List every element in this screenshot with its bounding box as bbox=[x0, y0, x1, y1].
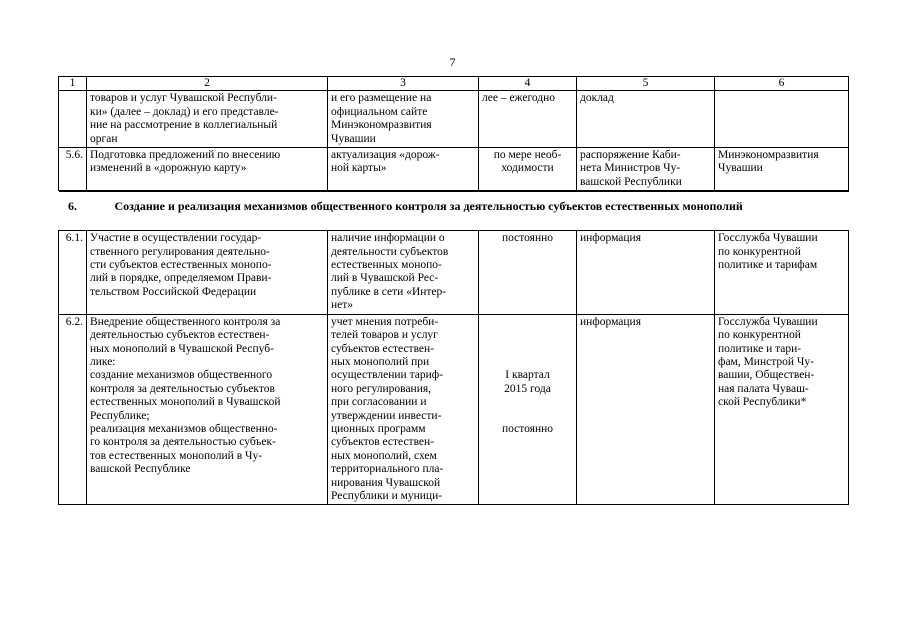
text-line: контроля за деятельностью субъектов bbox=[90, 382, 275, 395]
text-line: постоянно bbox=[501, 422, 554, 435]
header-cell: 6 bbox=[715, 77, 849, 91]
document-cell bbox=[577, 314, 715, 505]
text-line: вашской Республики bbox=[580, 175, 682, 188]
header-cell: 1 bbox=[59, 77, 87, 91]
section-title: Создание и реализация механизмов общественного контроля за деятельностью субъектов естественных монополий bbox=[114, 199, 743, 214]
row-number-cell: 6.1. bbox=[59, 231, 87, 314]
measure-cell bbox=[87, 231, 328, 314]
text-line: Участие в осуществлении государ- bbox=[90, 232, 262, 245]
text-line: тов естественных монополий в Чу- bbox=[90, 449, 263, 462]
section-number: 6. bbox=[68, 199, 77, 214]
text-line: орган bbox=[90, 132, 118, 145]
text-line: по мере необ- bbox=[493, 149, 562, 162]
text-line: политике и тари- bbox=[718, 342, 802, 355]
text-line: изменений в «дорожную карту» bbox=[90, 162, 247, 175]
text-line: ных монополий, схем bbox=[331, 449, 437, 462]
responsible-cell bbox=[715, 314, 849, 505]
plan-table bbox=[58, 76, 849, 505]
text-line: актуализация «дорож- bbox=[331, 149, 440, 162]
text-line: товаров и услуг Чувашской Республи- bbox=[90, 92, 277, 105]
header-cell: 4 bbox=[479, 77, 577, 91]
text-line: вашии, Обществен- bbox=[718, 369, 815, 382]
text-line: лий в Чувашской Рес- bbox=[331, 272, 439, 285]
text-line: публике в сети «Интер- bbox=[331, 285, 447, 298]
table-row-5-6 bbox=[59, 148, 849, 191]
text-line: реализация механизмов общественно- bbox=[90, 422, 278, 435]
document-cell bbox=[577, 148, 715, 191]
text-line: ходимости bbox=[501, 162, 554, 175]
text-line: ной карты» bbox=[331, 162, 387, 175]
text-line: го контроля за деятельностью субъек- bbox=[90, 436, 276, 449]
text-line: ской Республики* bbox=[718, 396, 807, 409]
text-line: сти субъектов естественных монопо- bbox=[90, 259, 272, 272]
document-cell bbox=[577, 231, 715, 314]
result-cell bbox=[328, 231, 479, 314]
measure-cell bbox=[87, 148, 328, 191]
text-line: учет мнения потреби- bbox=[331, 315, 439, 328]
text-line: Чувашии bbox=[718, 162, 763, 175]
responsible-cell bbox=[715, 91, 849, 148]
text-line: территориального пла- bbox=[331, 463, 444, 476]
text-line: ственного регулирования деятельно- bbox=[90, 245, 270, 258]
text-line: фам, Минстрой Чу- bbox=[718, 355, 814, 368]
text-line: Госслужба Чувашии bbox=[718, 232, 818, 245]
table-row-6-1 bbox=[59, 231, 849, 314]
header-cell: 5 bbox=[577, 77, 715, 91]
result-cell bbox=[328, 314, 479, 505]
row-number-cell: 6.2. bbox=[59, 314, 87, 505]
text-line: естественных монопо- bbox=[331, 259, 442, 272]
responsible-cell bbox=[715, 148, 849, 191]
document-cell bbox=[577, 91, 715, 148]
text-line: Чувашии bbox=[331, 132, 376, 145]
column-number-header bbox=[59, 77, 849, 91]
table-row-continuation bbox=[59, 91, 849, 148]
text-line: официальном сайте bbox=[331, 105, 428, 118]
section-heading-row bbox=[59, 191, 849, 231]
text-line: Минэкономразвития bbox=[718, 149, 819, 162]
text-line: политике и тарифам bbox=[718, 259, 818, 272]
text-line: ционных программ bbox=[331, 422, 426, 435]
text-line: ки» (далее – доклад) и его представле- bbox=[90, 105, 279, 118]
text-line: вашской Республике bbox=[90, 463, 191, 476]
text-line: доклад bbox=[580, 92, 614, 105]
text-line: создание механизмов общественного bbox=[90, 369, 273, 382]
text-line: Республики и муници- bbox=[331, 489, 443, 502]
text-line: естественных монополий в Чувашской bbox=[90, 396, 281, 409]
text-line: информация bbox=[580, 315, 641, 328]
header-cell: 2 bbox=[87, 77, 328, 91]
text-line: 2015 года bbox=[504, 382, 551, 395]
text-line: распоряжение Каби- bbox=[580, 149, 681, 162]
text-line: ная палата Чуваш- bbox=[718, 382, 809, 395]
text-line: лее – ежегодно bbox=[482, 92, 556, 105]
text-line: деятельности субъектов bbox=[331, 245, 449, 258]
text-line: деятельностью субъектов естествен- bbox=[90, 329, 270, 342]
result-cell bbox=[328, 148, 479, 191]
text-line: ных монополий при bbox=[331, 355, 430, 368]
text-line: Внедрение общественного контроля за bbox=[90, 315, 281, 328]
text-line: субъектов естествен- bbox=[331, 436, 435, 449]
text-line: утверждении инвести- bbox=[331, 409, 442, 422]
page-number: 7 bbox=[449, 55, 456, 69]
text-line: по конкурентной bbox=[718, 245, 801, 258]
text-line: и его размещение на bbox=[331, 92, 432, 105]
text-line: нет» bbox=[331, 299, 354, 312]
text-line: Республике; bbox=[90, 409, 150, 422]
measure-cell bbox=[87, 91, 328, 148]
text-line: постоянно bbox=[501, 232, 554, 245]
deadline-cell bbox=[479, 314, 577, 505]
row-number-cell bbox=[59, 91, 87, 148]
text-line: Минэкономразвития bbox=[331, 119, 432, 132]
text-line: осуществлении тариф- bbox=[331, 369, 444, 382]
text-line: ных монополий в Чувашской Респуб- bbox=[90, 342, 274, 355]
result-cell bbox=[328, 91, 479, 148]
section-heading-cell bbox=[59, 191, 849, 231]
measure-cell bbox=[87, 314, 328, 505]
text-line: тельством Российской Федерации bbox=[90, 285, 257, 298]
deadline-cell bbox=[479, 148, 577, 191]
text-line: ного регулирования, bbox=[331, 382, 432, 395]
deadline-cell bbox=[479, 231, 577, 314]
text-line: нета Министров Чу- bbox=[580, 162, 681, 175]
text-line: информация bbox=[580, 232, 641, 245]
text-line: лике: bbox=[90, 355, 116, 368]
text-line: Госслужба Чувашии bbox=[718, 315, 818, 328]
text-line: наличие информации о bbox=[331, 232, 445, 245]
text-line: нирования Чувашской bbox=[331, 476, 441, 489]
deadline-cell bbox=[479, 91, 577, 148]
text-line: лий в порядке, определяемом Прави- bbox=[90, 272, 272, 285]
text-line: субъектов естествен- bbox=[331, 342, 435, 355]
row-number-cell: 5.6. bbox=[59, 148, 87, 191]
text-line: при согласовании и bbox=[331, 396, 427, 409]
text-line: по конкурентной bbox=[718, 329, 801, 342]
text-line: телей товаров и услуг bbox=[331, 329, 438, 342]
text-line: I квартал bbox=[505, 369, 550, 382]
text-line: ние на рассмотрение в коллегиальный bbox=[90, 119, 278, 132]
text-line: Подготовка предложений по внесению bbox=[90, 149, 281, 162]
responsible-cell bbox=[715, 231, 849, 314]
header-cell: 3 bbox=[328, 77, 479, 91]
table-row-6-2 bbox=[59, 314, 849, 505]
